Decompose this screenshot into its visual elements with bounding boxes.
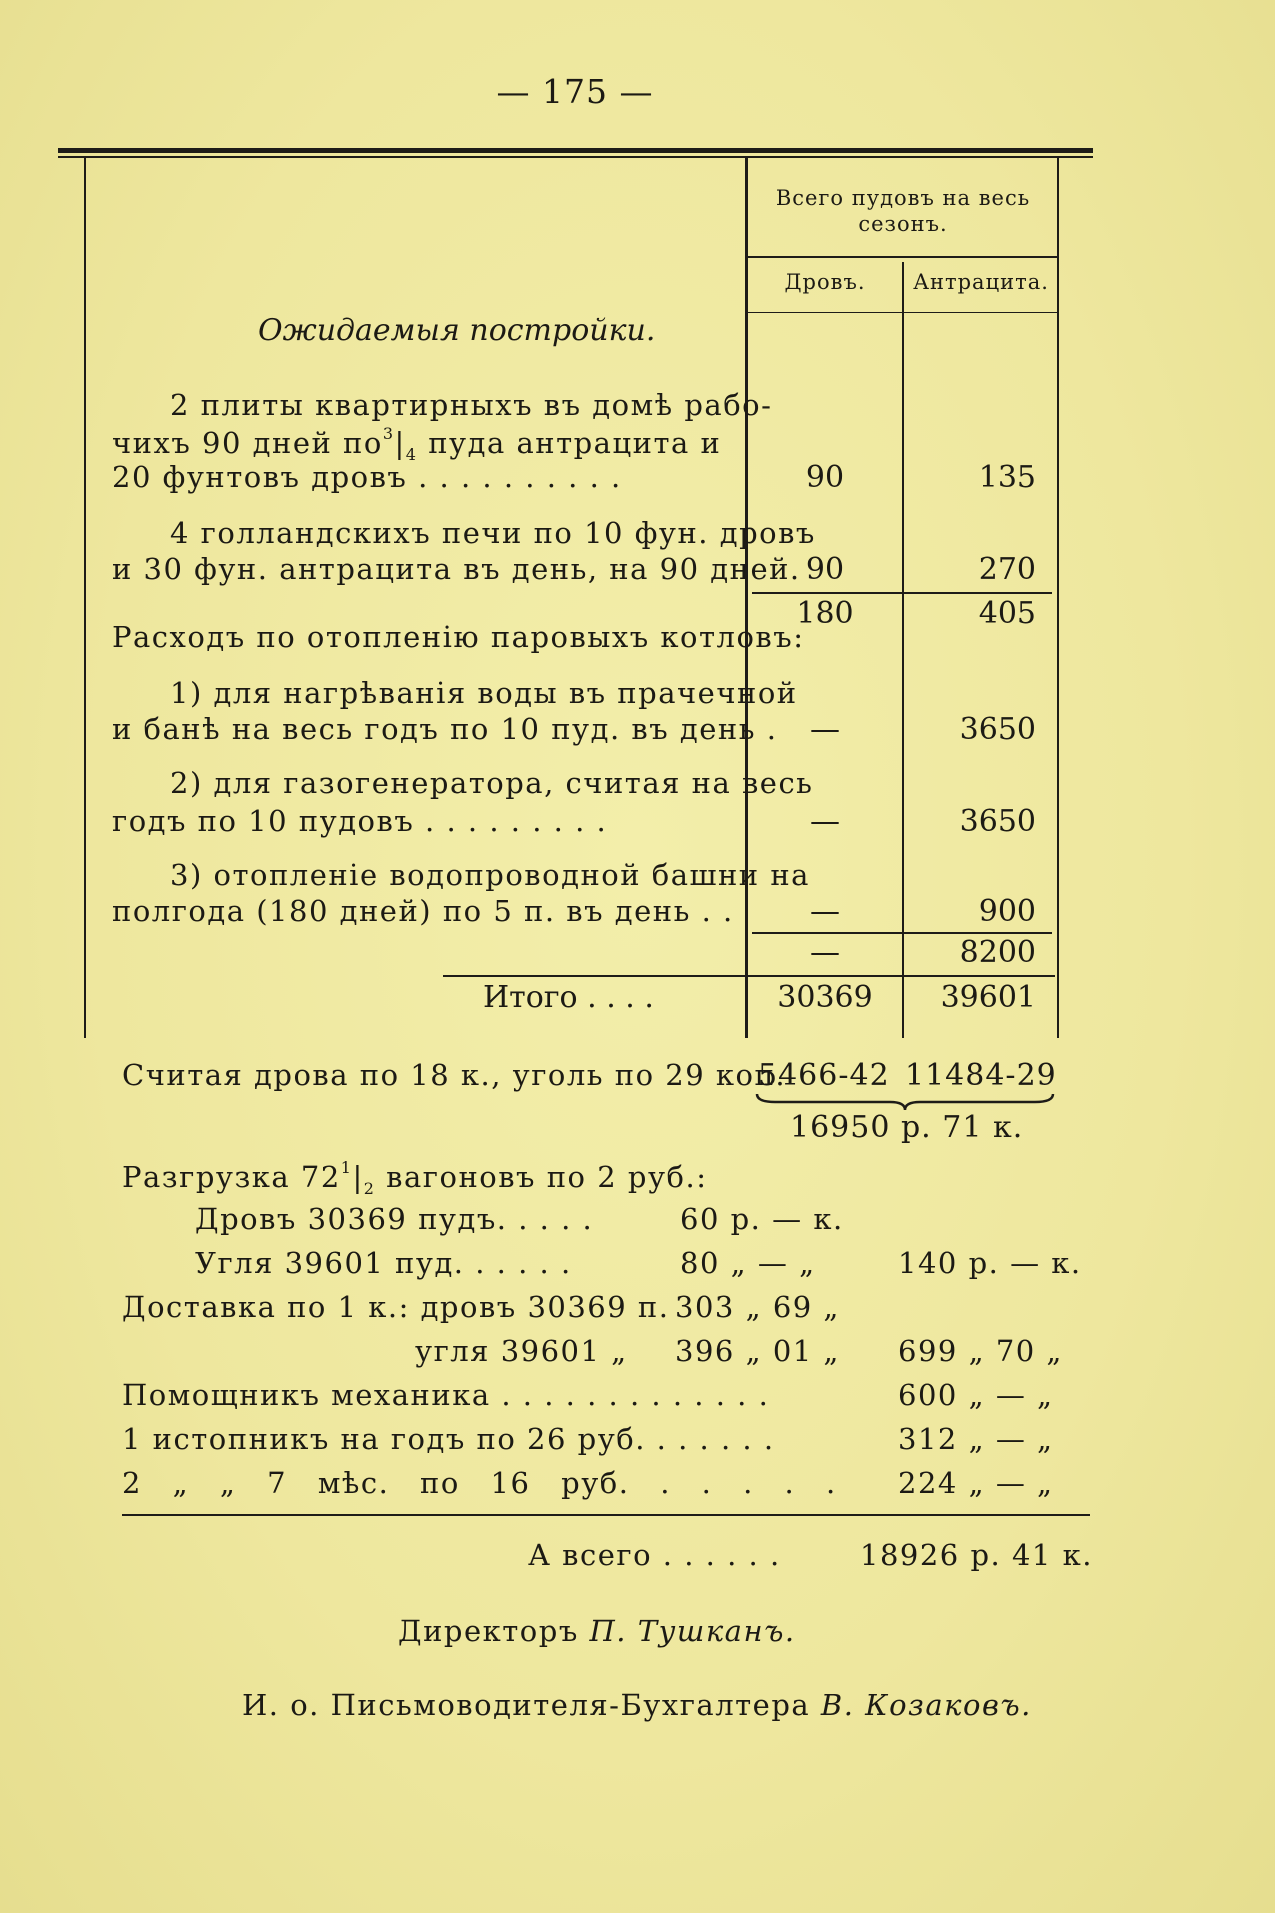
header-wood: Дровъ. (784, 270, 866, 294)
pricing-brace (755, 1092, 1055, 1112)
header-bottom (748, 312, 1058, 313)
delivery-total: 699 „ 70 „ (898, 1334, 1063, 1368)
boiler3-wood: — (810, 894, 840, 929)
grand-total-rule (122, 1514, 1090, 1516)
boiler1-line1: 1) для нагрѣванія воды въ прачечной (170, 676, 798, 710)
row1-line2: чихъ 90 дней $по^3|_4$ пуда антрацита и (112, 424, 722, 464)
unloading-line: Разгрузка $72^1|_2$ вагоновъ по 2 руб.: (122, 1158, 708, 1198)
expense-coal-amount: 80 „ — „ (680, 1246, 816, 1280)
header-divider (748, 256, 1058, 258)
header-group-line1: Всего пудовъ на весь (775, 186, 1031, 210)
boiler3-line2: полгода (180 дней) по 5 п. въ день . . (112, 894, 734, 928)
top-rule-thin (58, 156, 1093, 158)
table-left-border (84, 158, 86, 1038)
director-signature: Директоръ П. Тушканъ. (398, 1614, 796, 1648)
row1-line1: 2 плиты квартирныхъ въ домѣ рабо- (170, 388, 773, 422)
expense-wood-label: Дровъ 30369 пудъ. . . . . (195, 1202, 594, 1236)
row2-line1: 4 голландскихъ печи по 10 фун. дровъ (170, 516, 816, 550)
subtotal-rule (752, 592, 1052, 594)
total-rule (443, 975, 1055, 977)
pricing-wood-cost: 5466-42 (758, 1058, 890, 1093)
row2-wood: 90 (805, 552, 845, 587)
total-wood: 30369 (777, 980, 873, 1015)
total-anthracite: 39601 (940, 980, 1036, 1015)
header-anthracite: Антрацита. (913, 270, 1049, 294)
boiler1-line2: и банѣ на весь годъ по 10 пуд. въ день . (112, 712, 778, 746)
boiler1-wood: — (810, 712, 840, 747)
boiler3-anthracite: 900 (978, 894, 1036, 929)
boiler3-line1: 3) отопленіе водопроводной башни на (170, 858, 810, 892)
subtotal-wood: 180 (796, 596, 854, 631)
page-number: — 175 — (496, 72, 654, 111)
delivery-amount: 303 „ 69 „ (675, 1290, 840, 1324)
boiler2-wood: — (810, 804, 840, 839)
row2-line2: и 30 фун. антрацита въ день, на 90 дней. (112, 552, 801, 586)
expense-coal-total: 140 р. — к. (898, 1246, 1082, 1280)
boiler2-line1: 2) для газогенератора, считая на весь (170, 766, 814, 800)
delivery-coal-label: угля 39601 „ (415, 1334, 628, 1368)
boiler2-line2: годъ по 10 пудовъ . . . . . . . . . (112, 804, 608, 838)
total-label: Итого . . . . (483, 980, 654, 1015)
row1-wood: 90 (805, 460, 845, 495)
pricing-coal-cost: 11484-29 (905, 1058, 1057, 1093)
pricing-sum: 16950 р. 71 к. (790, 1110, 1024, 1145)
subtotal-anthracite: 405 (978, 596, 1036, 631)
stoker2-total: 224 „ — „ (898, 1466, 1054, 1500)
stoker1-total: 312 „ — „ (898, 1422, 1054, 1456)
clerk-signature: И. о. Письмоводителя-Бухгалтера В. Козаковъ. (242, 1688, 1032, 1722)
grand-total-label: А всего . . . . . . (528, 1538, 781, 1572)
pricing-label: Считая дрова по 18 к., уголь по 29 коп. (122, 1058, 787, 1092)
row1-anthracite: 135 (978, 460, 1036, 495)
expense-wood-amount: 60 р. — к. (680, 1202, 844, 1236)
boiler-subtotal-anthracite: 8200 (959, 935, 1036, 970)
boiler-subtotal-wood: — (810, 935, 840, 970)
header-group-line2: сезонъ. (858, 212, 948, 236)
stoker1-label: 1 истопникъ на годъ по 26 руб. . . . . . . (122, 1422, 775, 1456)
top-rule (58, 148, 1093, 153)
mechanic-total: 600 „ — „ (898, 1378, 1054, 1412)
expense-coal-label: Угля 39601 пуд. . . . . . (195, 1246, 572, 1280)
boiler1-anthracite: 3650 (959, 712, 1036, 747)
mechanic-label: Помощникъ механика . . . . . . . . . . . . . (122, 1378, 770, 1412)
delivery-coal-amount: 396 „ 01 „ (675, 1334, 840, 1368)
delivery-label: Доставка по 1 к.: дровъ 30369 п. (122, 1290, 670, 1324)
row2-anthracite: 270 (978, 552, 1036, 587)
boiler-subtotal-rule (752, 932, 1052, 934)
boilers-title: Расходъ по отопленію паровыхъ котловъ: (112, 620, 805, 654)
boiler2-anthracite: 3650 (959, 804, 1036, 839)
stoker2-label: 2 „ „ 7 мѣс. по 16 руб. . . . . . (122, 1466, 837, 1500)
row1-line3: 20 фунтовъ дровъ . . . . . . . . . . (112, 460, 622, 494)
grand-total-value: 18926 р. 41 к. (860, 1538, 1093, 1572)
section-title: Ожидаемыя постройки. (258, 313, 656, 348)
